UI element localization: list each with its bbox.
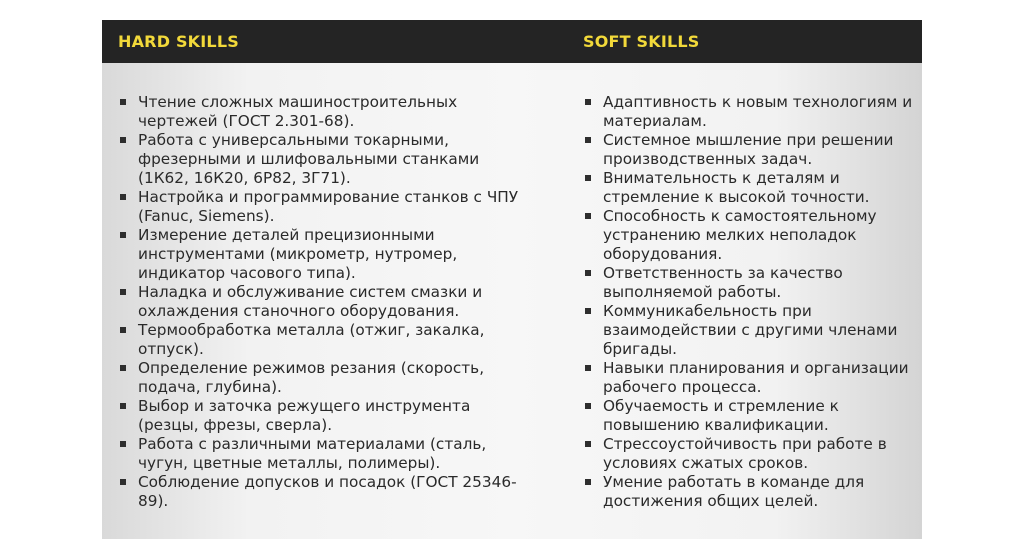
hard-skill-item (118, 473, 523, 511)
hard-skill-item (118, 93, 523, 131)
square-bullet-icon (120, 365, 126, 371)
hard-skills-title: HARD SKILLS (118, 32, 239, 51)
soft-skills-list (583, 93, 913, 511)
square-bullet-icon (120, 99, 126, 105)
soft-skill-text: Обучаемость и стремление к повышению квалификации. (603, 397, 839, 434)
soft-skill-text: Ответственность за качество выполняемой работы. (603, 264, 843, 301)
hard-skill-text: Работа с различными материалами (сталь, чугун, цветные металлы, полимеры). (138, 435, 487, 472)
hard-skill-text: Определение режимов резания (скорость, подача, глубина). (138, 359, 485, 396)
hard-skill-text: Соблюдение допусков и посадок (ГОСТ 25346-89). (138, 473, 517, 510)
hard-skill-item (118, 397, 523, 435)
hard-skill-item (118, 359, 523, 397)
hard-skill-text: Работа с универсальными токарными, фрезерными и шлифовальными станками (1К62, 16К20, 6Р82, 3Г71). (138, 131, 480, 187)
square-bullet-icon (120, 137, 126, 143)
square-bullet-icon (585, 365, 591, 371)
hard-skill-text: Наладка и обслуживание систем смазки и охлаждения станочного оборудования. (138, 283, 483, 320)
hard-skill-text: Выбор и заточка режущего инструмента (резцы, фрезы, сверла). (138, 397, 471, 434)
hard-skill-item (118, 321, 523, 359)
soft-skill-text: Внимательность к деталям и стремление к высокой точности. (603, 169, 870, 206)
hard-skills-list (118, 93, 523, 511)
soft-skill-item (583, 93, 913, 131)
skills-header (102, 20, 922, 63)
square-bullet-icon (120, 403, 126, 409)
hard-skill-item (118, 435, 523, 473)
square-bullet-icon (585, 213, 591, 219)
hard-skill-item (118, 131, 523, 188)
square-bullet-icon (585, 270, 591, 276)
hard-skill-text: Настройка и программирование станков с ЧПУ (Fanuc, Siemens). (138, 188, 519, 225)
hard-skill-item (118, 283, 523, 321)
soft-skill-item (583, 131, 913, 169)
square-bullet-icon (585, 403, 591, 409)
soft-skill-item (583, 435, 913, 473)
square-bullet-icon (585, 175, 591, 181)
hard-skill-text: Чтение сложных машиностроительных чертежей (ГОСТ 2.301-68). (138, 93, 458, 130)
soft-skill-text: Умение работать в команде для достижения общих целей. (603, 473, 865, 510)
square-bullet-icon (120, 441, 126, 447)
hard-skill-item (118, 226, 523, 283)
square-bullet-icon (585, 479, 591, 485)
soft-skill-item (583, 397, 913, 435)
soft-skill-item (583, 207, 913, 264)
hard-skill-text: Термообработка металла (отжиг, закалка, отпуск). (138, 321, 485, 358)
soft-skill-text: Адаптивность к новым технологиям и материалам. (603, 93, 913, 130)
skills-card (102, 20, 922, 539)
square-bullet-icon (120, 232, 126, 238)
soft-skill-text: Способность к самостоятельному устранению мелких неполадок оборудования. (603, 207, 877, 263)
square-bullet-icon (585, 99, 591, 105)
square-bullet-icon (120, 327, 126, 333)
soft-skill-item (583, 302, 913, 359)
soft-skill-item (583, 169, 913, 207)
square-bullet-icon (120, 479, 126, 485)
soft-skill-item (583, 264, 913, 302)
soft-skill-text: Коммуникабельность при взаимодействии с другими членами бригады. (603, 302, 898, 358)
soft-skill-item (583, 359, 913, 397)
soft-skill-item (583, 473, 913, 511)
square-bullet-icon (585, 137, 591, 143)
soft-skill-text: Стрессоустойчивость при работе в условиях сжатых сроков. (603, 435, 887, 472)
soft-skill-text: Навыки планирования и организации рабочего процесса. (603, 359, 909, 396)
square-bullet-icon (120, 289, 126, 295)
hard-skill-item (118, 188, 523, 226)
square-bullet-icon (585, 308, 591, 314)
soft-skill-text: Системное мышление при решении производственных задач. (603, 131, 894, 168)
hard-skill-text: Измерение деталей прецизионными инструментами (микрометр, нутромер, индикатор часового типа). (138, 226, 458, 282)
square-bullet-icon (120, 194, 126, 200)
square-bullet-icon (585, 441, 591, 447)
soft-skills-title: SOFT SKILLS (583, 32, 700, 51)
